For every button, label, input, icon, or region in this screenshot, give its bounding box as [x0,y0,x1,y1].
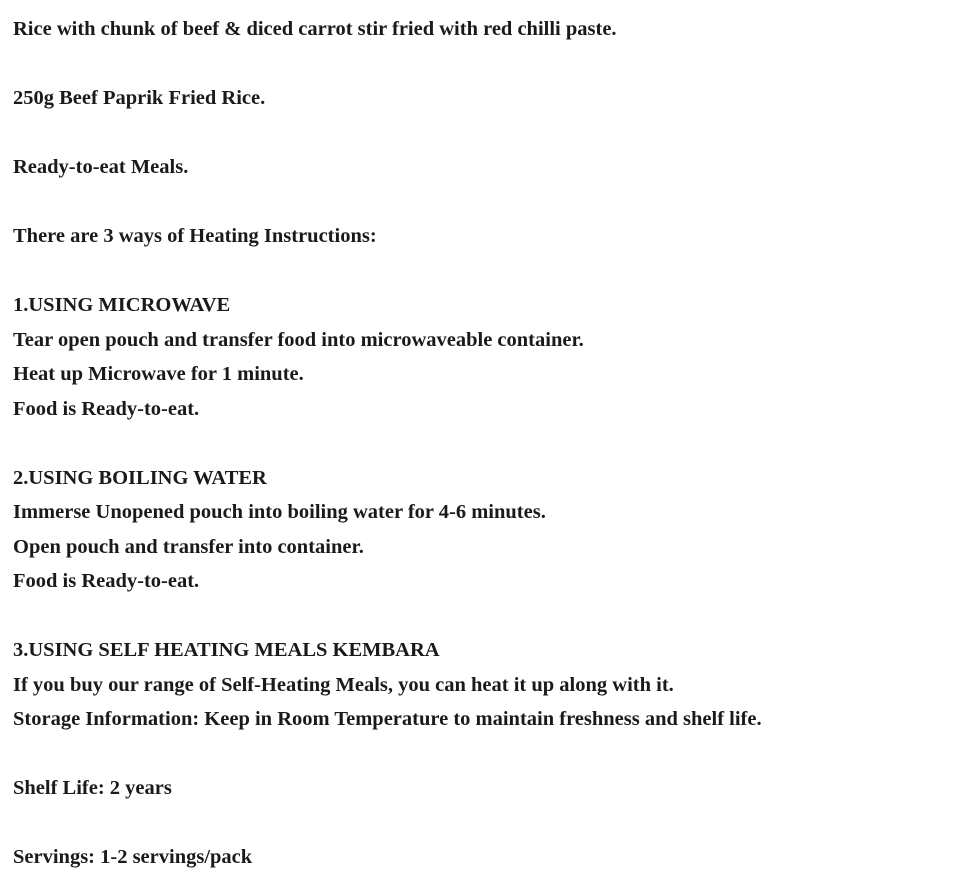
spacer [13,254,948,289]
heating-intro: There are 3 ways of Heating Instructions: [13,225,377,247]
product-description [13,12,948,875]
method-heading: 1.USING MICROWAVE [13,294,231,316]
description-text: Rice with chunk of beef & diced carrot stir fried with red chilli paste. [13,18,617,40]
storage-info: Storage Information: Keep in Room Temperature to maintain freshness and shelf life. [13,708,762,730]
spacer [13,47,948,82]
method-step: Open pouch and transfer into container. [13,535,364,558]
category-text: Ready-to-eat Meals. [13,156,189,178]
shelf-life: Shelf Life: 2 years [13,777,172,799]
method-step: Food is Ready-to-eat. [13,397,200,420]
method-self-heating [13,633,948,737]
method-step: Food is Ready-to-eat. [13,570,200,592]
method-step: If you buy our range of Self-Heating Meals, you can heat it up along with it. [13,673,674,696]
spacer [13,806,948,841]
servings: Servings: 1-2 servings/pack [13,846,253,868]
spacer [13,185,948,220]
spacer [13,599,948,634]
method-heading: 3.USING SELF HEATING MEALS KEMBARA [13,639,440,661]
product-name: 250g Beef Paprik Fried Rice. [13,87,266,109]
method-heading: 2.USING BOILING WATER [13,466,267,489]
method-step: Immerse Unopened pouch into boiling water for 4-6 minutes. [13,501,546,523]
method-step: Tear open pouch and transfer food into microwaveable container. [13,328,584,351]
spacer [13,116,948,151]
spacer [13,426,948,461]
method-microwave [13,288,948,426]
spacer [13,737,948,772]
method-boiling-water [13,461,948,599]
method-step: Heat up Microwave for 1 minute. [13,363,304,385]
